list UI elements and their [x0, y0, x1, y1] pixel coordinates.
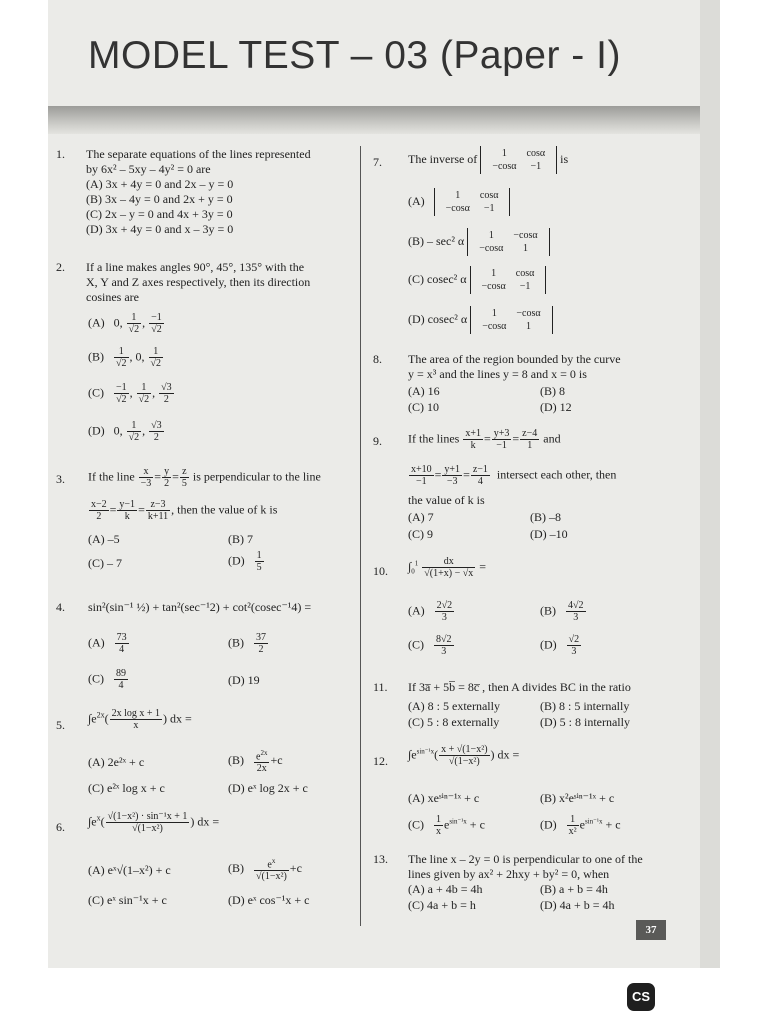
q2-option-a: (A) 0, $\frac{1}{√2}$ , $\frac{-1}{√2}$	[88, 312, 162, 335]
q3-option-b: (B) 7	[228, 532, 253, 546]
q2-option-c: (C) $\frac{-1}{√2}$ , $\frac{1}{√2}$ , $\frac{√3}{2}$	[88, 382, 172, 405]
q9-line3: the value of k is	[408, 493, 485, 507]
q5-expression: $\int e^{2x}$( $\frac{\text{2x log x + 1}}{x}$ ) dx =	[88, 708, 192, 731]
q10-number: 10.	[373, 564, 388, 578]
q6-number: 6.	[56, 820, 65, 834]
q6-option-c: (C) eˣ sin⁻¹x + c	[88, 893, 167, 907]
q11-option-a: (A) 8 : 5 externally	[408, 699, 500, 713]
q11-question: If 3a̅ + 5b̅ = 8c̅ , then A divides BC in the ratio	[408, 680, 631, 694]
q4-expression: sin²(sin⁻¹ ½) + tan²(sec⁻¹2) + cot²(cosec⁻¹4) =	[88, 600, 312, 614]
q8-option-b: (B) 8	[540, 384, 565, 398]
q7-option-b: (B) – sec² α 1 −cosα −cosα 1	[408, 228, 550, 256]
q5-number: 5.	[56, 718, 65, 732]
q5-option-c: (C) e²ˣ log x + c	[88, 781, 165, 795]
q3-line1: If the line $\frac{x}{-3}$ = $\frac{y}{2}$ = $\frac{z}{5}$ is perpendicular to the line	[88, 466, 321, 489]
q13-option-a: (A) a + 4b = 4h	[408, 882, 483, 896]
q6-option-b: (B) $\frac{e^x}{\text{√(1−x²)}}$ +c	[228, 857, 302, 883]
question-2: If a line makes angles 90°, 45°, 135° with the X, Y and Z axes respectively, then its direction cosines are	[86, 260, 311, 304]
camscanner-logo-icon[interactable]: CS	[627, 983, 655, 1011]
q5-option-d: (D) eˣ log 2x + c	[228, 781, 308, 795]
q11-option-d: (D) 5 : 8 internally	[540, 715, 630, 729]
q8-option-c: (C) 10	[408, 400, 439, 414]
header-band	[48, 106, 700, 134]
question-1: The separate equations of the lines represented by 6x² – 5xy – 4y² = 0 are (A) 3x + 4y = 0 and 2x – y = 0 (B) 3x – 4y = 0 and 2x + y = 0 (C) 2x – y = 0 and 4x + 3y = 0 (D) 3x + 4y = 0 and x – 3y = 0	[86, 147, 311, 236]
q12-option-d: (D) $\frac{1}{\text{x²}}$ $e^{sin^{-1}x} + c$	[540, 814, 621, 837]
page-title: MODEL TEST – 03 (Paper - I)	[88, 34, 621, 77]
q4-number: 4.	[56, 600, 65, 614]
q3-number: 3.	[56, 472, 65, 486]
q10-option-c: (C) $\frac{8√2}{3}$	[408, 634, 452, 657]
q9-option-a: (A) 7	[408, 510, 434, 524]
q12-option-b: (B) x²eˢⁱⁿ⁻¹ˣ + c	[540, 791, 615, 805]
question-13: The line x – 2y = 0 is perpendicular to one of the lines given by ax² + 2hxy + by² = 0, when	[408, 852, 643, 881]
q4-option-d: (D) 19	[228, 673, 260, 687]
q13-option-b: (B) a + b = 4h	[540, 882, 608, 896]
q9-number: 9.	[373, 434, 382, 448]
q4-option-a: (A) $\frac{73}{4}$	[88, 632, 127, 655]
q12-number: 12.	[373, 754, 388, 768]
q9-option-c: (C) 9	[408, 527, 433, 541]
q12-option-a: (A) xeˢⁱⁿ⁻¹ˣ + c	[408, 791, 480, 805]
q8-option-d: (D) 12	[540, 400, 572, 414]
q7-number: 7.	[373, 155, 382, 169]
q1-number: 1.	[56, 147, 65, 161]
q4-option-b: (B) $\frac{37}{2}$	[228, 632, 266, 655]
column-divider	[360, 146, 361, 926]
q12-option-c: (C) $\frac{1}{x}$ $e^{sin^{-1}x} + c$	[408, 814, 485, 837]
q2-number: 2.	[56, 260, 65, 274]
q10-expression: $\int_0^1$ $\frac{dx}{√(1+x) - √x}$ =	[408, 556, 486, 579]
q7-option-d: (D) cosec² α 1 −cosα −cosα 1	[408, 306, 553, 334]
question-8: The area of the region bounded by the curve y = x³ and the lines y = 8 and x = 0 is	[408, 352, 621, 381]
q12-expression: $\int e^{sin^{-1}x}$( $\frac{\text{x + √(1−x²)}}{\text{√(1−x²)}}$ ) dx =	[408, 744, 520, 767]
q6-option-a: (A) eˣ√(1–x²) + c	[88, 863, 171, 877]
q3-option-a: (A) –5	[88, 532, 120, 546]
q8-option-a: (A) 16	[408, 384, 440, 398]
page-edge	[700, 0, 720, 968]
q9-option-b: (B) –8	[530, 510, 561, 524]
q10-option-a: (A) $\frac{2√2}{3}$	[408, 600, 453, 623]
q9-option-d: (D) –10	[530, 527, 568, 541]
q10-option-d: (D) $\frac{√2}{3}$	[540, 634, 580, 657]
q6-option-d: (D) eˣ cos⁻¹x + c	[228, 893, 310, 907]
q8-number: 8.	[373, 352, 382, 366]
q3-line2: $\frac{x-2}{2}$ = $\frac{y-1}{k}$ = $\frac{z-3}{k+11}$ , then the value of k is	[91, 499, 278, 522]
q10-option-b: (B) $\frac{4√2}{3}$	[540, 600, 584, 623]
q11-option-b: (B) 8 : 5 internally	[540, 699, 630, 713]
q13-option-d: (D) 4a + b = 4h	[540, 898, 615, 912]
q13-number: 13.	[373, 852, 388, 866]
q5-option-b: (B) $\frac{e^{2x}}{2x}$ +c	[228, 749, 283, 775]
q2-option-b: (B) $\frac{1}{√2}$ , 0, $\frac{1}{√2}$	[88, 346, 161, 369]
q9-line1: If the lines $\frac{x+1}{k}$ = $\frac{y+3}{-1}$ = $\frac{z-4}{1}$ and	[408, 428, 561, 451]
q9-line2: $\frac{x+10}{-1}$ = $\frac{y+1}{-3}$ = $\frac{z-1}{4}$ intersect each other, then	[411, 464, 617, 487]
q11-number: 11.	[373, 680, 388, 694]
q7-option-a: (A) 1 cosα −cosα −1	[408, 188, 510, 216]
q6-expression: $\int e^x$( $\frac{\text{√(1−x²) · sin⁻¹x + 1}}{\text{√(1−x²)}}$ ) dx =	[88, 811, 220, 834]
q7-question: The inverse of 1 cosα −cosα −1 is	[408, 148, 569, 172]
q4-option-c: (C) $\frac{89}{4}$	[88, 668, 126, 691]
page-number: 37	[636, 920, 666, 940]
q5-option-a: (A) 2e²ˣ + c	[88, 755, 145, 769]
q7-option-c: (C) cosec² α 1 cosα −cosα −1	[408, 266, 546, 294]
q13-option-c: (C) 4a + b = h	[408, 898, 476, 912]
q3-option-d: (D) $\frac{1}{5}$	[228, 550, 262, 573]
q3-option-c: (C) – 7	[88, 556, 122, 570]
q11-option-c: (C) 5 : 8 externally	[408, 715, 500, 729]
q2-option-d: (D) 0, $\frac{1}{√2}$ , $\frac{√3}{2}$	[88, 420, 162, 443]
